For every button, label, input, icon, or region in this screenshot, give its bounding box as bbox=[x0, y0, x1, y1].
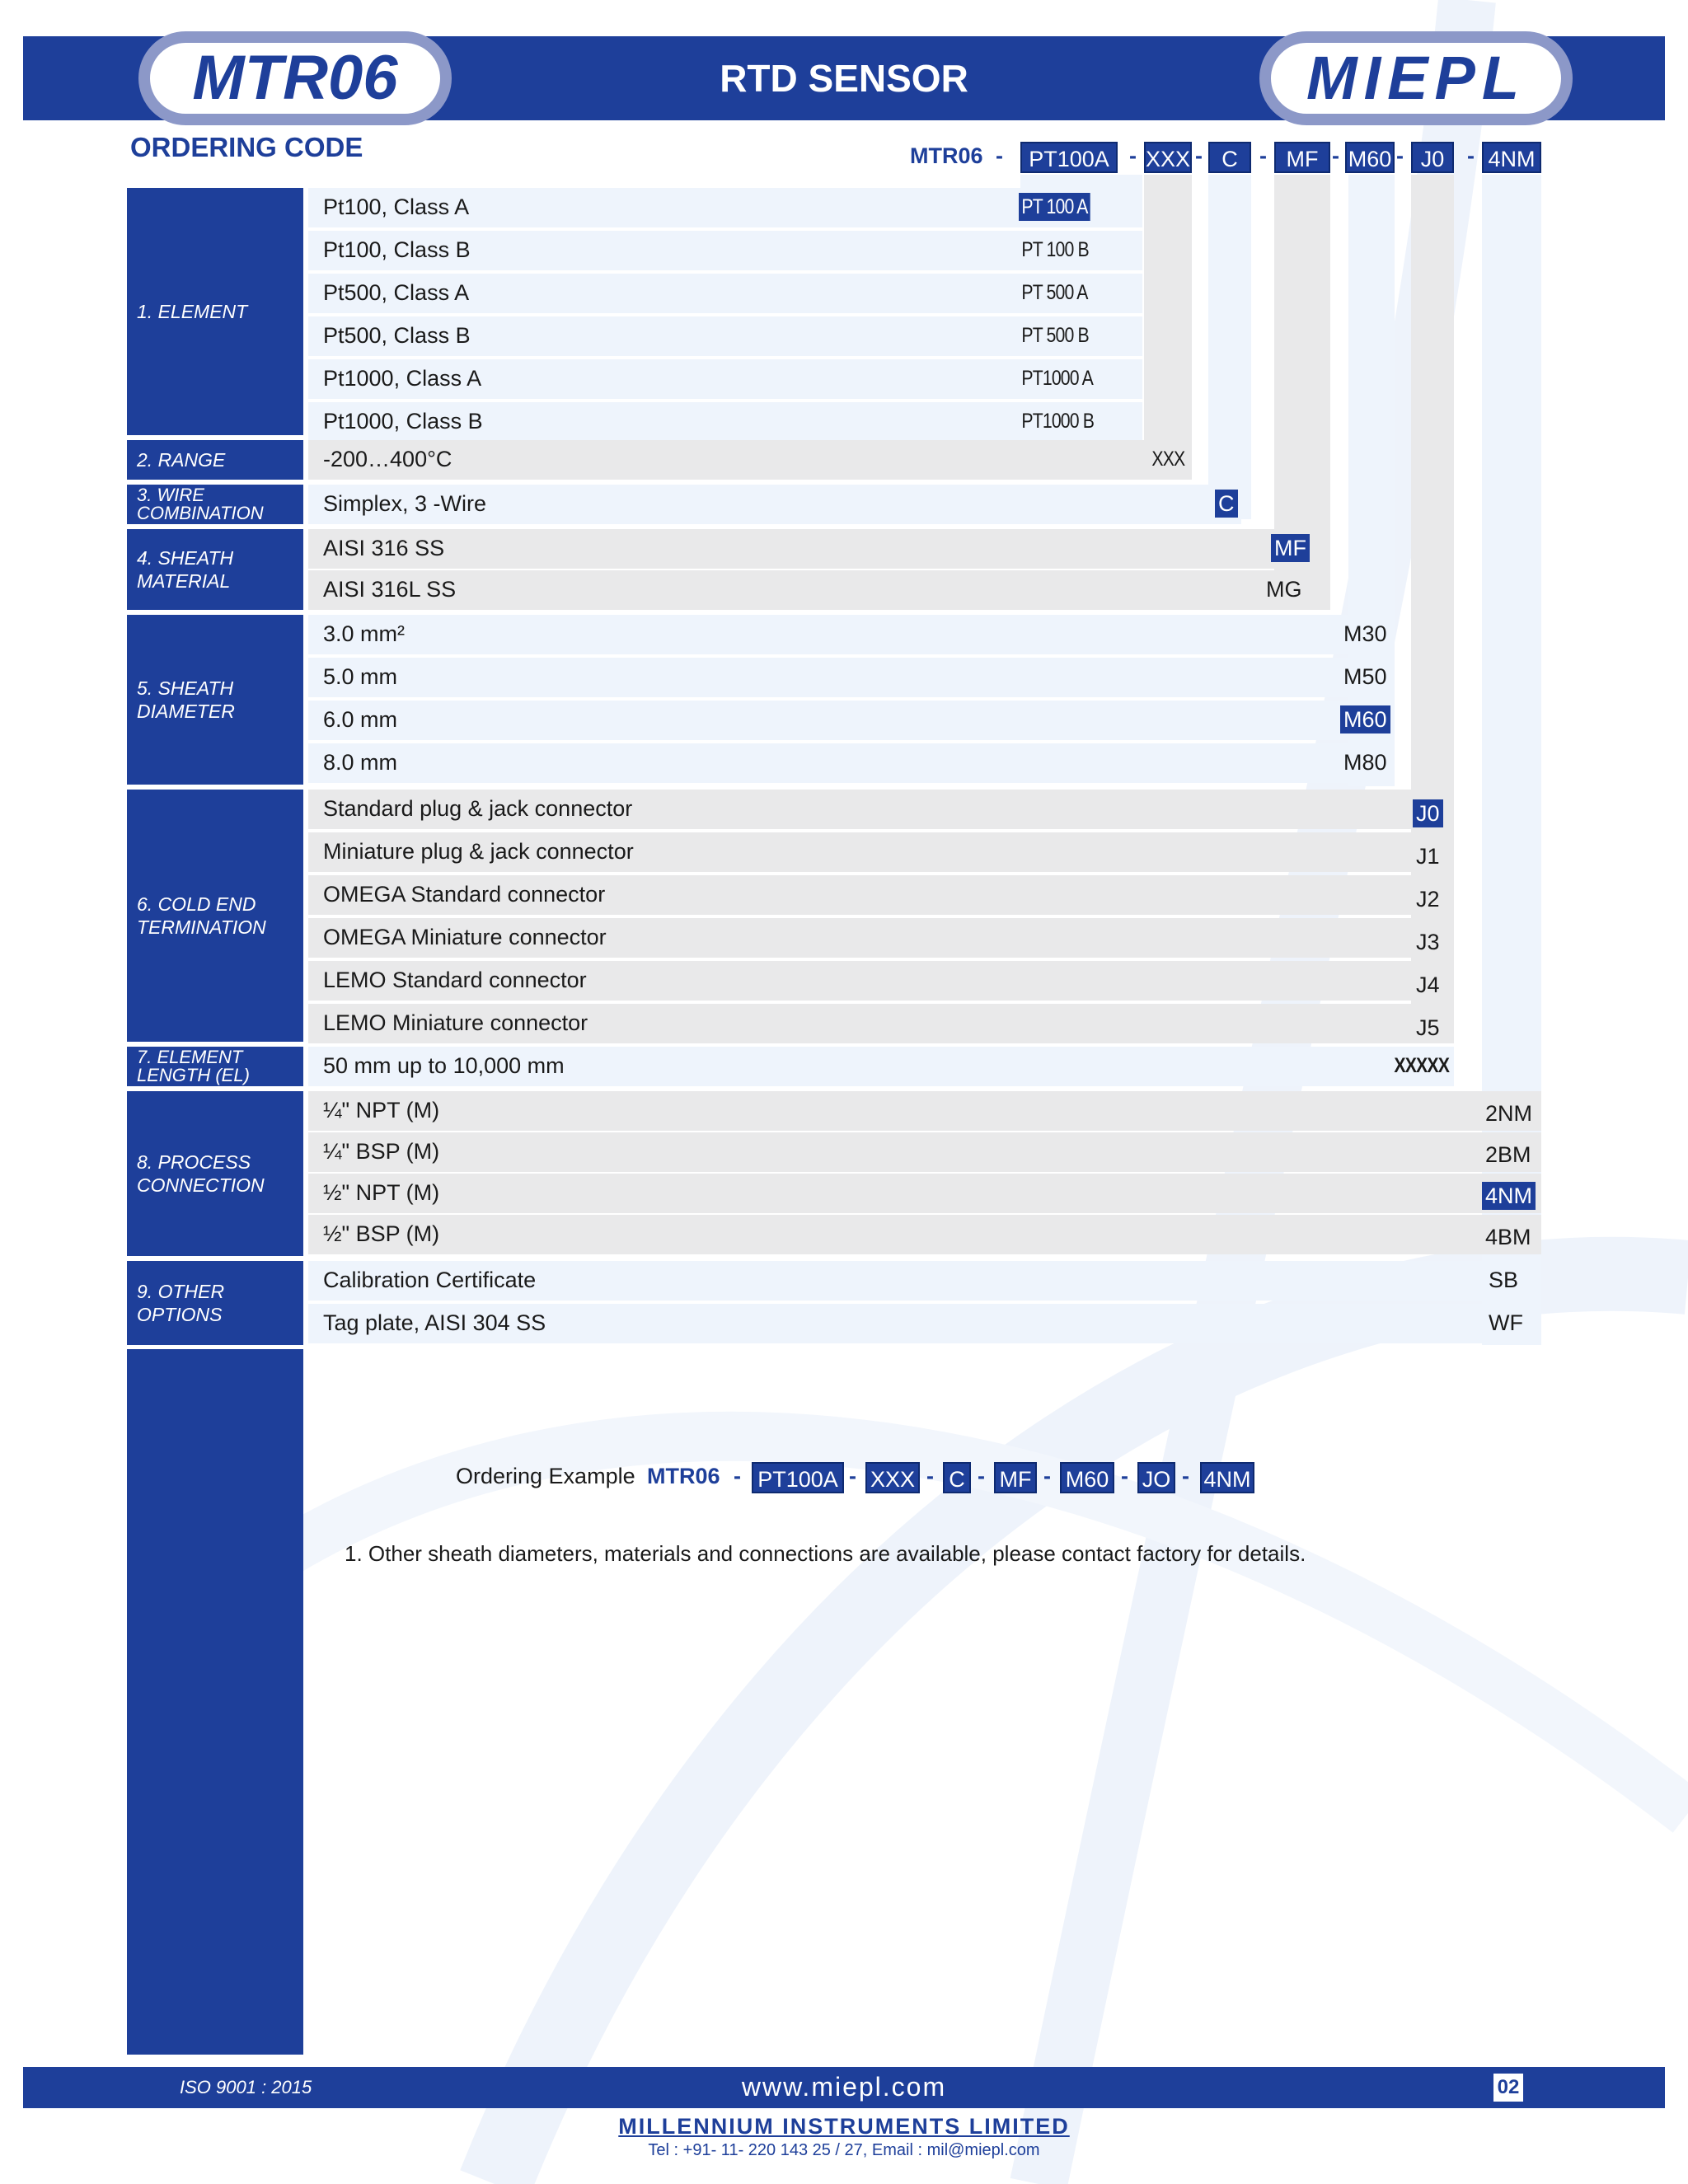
example-code: MF bbox=[994, 1462, 1037, 1493]
row-code: J2 bbox=[1416, 887, 1440, 912]
table-row bbox=[308, 1304, 1541, 1343]
row-code: PT1000 A bbox=[1021, 367, 1093, 390]
example-code: M60 bbox=[1060, 1462, 1114, 1493]
table-row bbox=[308, 316, 1142, 356]
row-code: 2NM bbox=[1485, 1101, 1533, 1126]
row-code: 4BM bbox=[1485, 1225, 1531, 1249]
row-code: M30 bbox=[1343, 621, 1387, 646]
code-box-wire: C bbox=[1208, 142, 1251, 173]
code-separator: - bbox=[849, 1464, 856, 1488]
table-row bbox=[308, 658, 1395, 697]
row-description: Simplex, 3 -Wire bbox=[323, 491, 487, 516]
row-description: ½" NPT (M) bbox=[323, 1180, 440, 1205]
table-row bbox=[308, 615, 1395, 654]
table-row bbox=[308, 402, 1142, 442]
table-row bbox=[308, 918, 1454, 958]
row-code: J1 bbox=[1416, 844, 1440, 869]
section-label-element: 1. ELEMENT bbox=[127, 188, 303, 435]
row-description: Pt500, Class B bbox=[323, 323, 471, 348]
section-label-wire: 3. WIRE COMBINATION bbox=[127, 485, 303, 524]
table-row bbox=[308, 961, 1454, 1001]
product-logo: MTR06 bbox=[138, 31, 452, 125]
code-separator: - bbox=[996, 143, 1003, 168]
section-label-diameter: 5. SHEATH DIAMETER bbox=[127, 615, 303, 785]
page-number: 02 bbox=[1493, 2074, 1523, 2102]
row-description: Pt1000, Class A bbox=[323, 366, 482, 391]
table-row bbox=[308, 1261, 1541, 1301]
row-description: Pt1000, Class B bbox=[323, 409, 483, 434]
table-row bbox=[308, 701, 1395, 740]
table-row bbox=[308, 1174, 1541, 1213]
row-description: ½" BSP (M) bbox=[323, 1221, 440, 1246]
table-row bbox=[308, 1004, 1454, 1043]
code-header-row bbox=[0, 142, 1688, 175]
section-label-material: 4. SHEATH MATERIAL bbox=[127, 529, 303, 610]
row-code-selected: MF bbox=[1271, 534, 1310, 562]
row-code: WF bbox=[1489, 1310, 1523, 1335]
row-description: AISI 316 SS bbox=[323, 536, 445, 560]
table-row bbox=[308, 440, 1192, 480]
row-code: M80 bbox=[1343, 750, 1387, 775]
row-code-selected: M60 bbox=[1340, 705, 1390, 733]
row-code-selected: C bbox=[1215, 490, 1238, 518]
table-row bbox=[308, 570, 1329, 610]
brand-logo: MIEPL bbox=[1259, 31, 1573, 125]
row-description: 50 mm up to 10,000 mm bbox=[323, 1053, 565, 1078]
table-row bbox=[308, 1047, 1454, 1086]
code-box-material: MF bbox=[1274, 142, 1330, 173]
table-row bbox=[308, 1091, 1541, 1131]
code-separator: - bbox=[734, 1464, 741, 1488]
code-separator: - bbox=[978, 1464, 985, 1488]
ordering-example bbox=[0, 1462, 1688, 1495]
row-code: J5 bbox=[1416, 1015, 1440, 1040]
row-description: Pt500, Class A bbox=[323, 280, 470, 305]
code-box-element: PT100A bbox=[1020, 142, 1118, 173]
code-separator: - bbox=[1043, 1464, 1051, 1488]
row-description: ¼" NPT (M) bbox=[323, 1098, 440, 1122]
section-label-termination: 6. COLD END TERMINATION bbox=[127, 790, 303, 1042]
code-separator: - bbox=[1182, 1464, 1189, 1488]
example-code: 4NM bbox=[1200, 1462, 1254, 1493]
row-description: Pt100, Class B bbox=[323, 237, 471, 262]
row-description: 3.0 mm² bbox=[323, 621, 406, 646]
table-row bbox=[308, 529, 1329, 569]
code-separator: - bbox=[1332, 143, 1339, 168]
example-code: XXX bbox=[865, 1462, 920, 1493]
row-code: PT 500 A bbox=[1021, 281, 1088, 304]
code-separator: - bbox=[1467, 143, 1475, 168]
table-row bbox=[308, 790, 1454, 829]
row-code: 2BM bbox=[1485, 1142, 1531, 1167]
row-description: LEMO Miniature connector bbox=[323, 1010, 588, 1035]
footer-bar bbox=[23, 2067, 1665, 2108]
table-row bbox=[308, 1215, 1541, 1254]
code-separator: - bbox=[1129, 143, 1137, 168]
code-box-diameter: M60 bbox=[1345, 142, 1395, 173]
row-description: -200…400°C bbox=[323, 447, 452, 471]
row-code: MG bbox=[1266, 577, 1302, 602]
row-code: PT 100 B bbox=[1021, 238, 1089, 261]
row-description: 8.0 mm bbox=[323, 750, 398, 775]
example-label: Ordering Example bbox=[456, 1464, 635, 1488]
row-description: Tag plate, AISI 304 SS bbox=[323, 1310, 546, 1335]
iso-certification: ISO 9001 : 2015 bbox=[180, 2077, 312, 2097]
row-description: OMEGA Miniature connector bbox=[323, 925, 607, 949]
table-row bbox=[308, 875, 1454, 915]
header-bar bbox=[23, 36, 1665, 120]
row-description: 6.0 mm bbox=[323, 707, 398, 732]
row-code: J3 bbox=[1416, 930, 1440, 954]
row-code-selected: 4NM bbox=[1482, 1182, 1536, 1210]
code-separator: - bbox=[926, 1464, 934, 1488]
row-code: PT1000 B bbox=[1021, 410, 1095, 433]
row-code-selected: PT 100 A bbox=[1019, 193, 1090, 221]
example-code: C bbox=[943, 1462, 971, 1493]
row-description: AISI 316L SS bbox=[323, 577, 457, 602]
row-code: PT 500 B bbox=[1021, 324, 1089, 347]
table-row bbox=[308, 231, 1142, 270]
row-description: Miniature plug & jack connector bbox=[323, 839, 634, 864]
row-description: ¼" BSP (M) bbox=[323, 1139, 440, 1164]
example-code: PT100A bbox=[752, 1462, 844, 1493]
code-prefix: MTR06 bbox=[910, 143, 983, 168]
code-separator: - bbox=[1121, 1464, 1128, 1488]
code-separator: - bbox=[1259, 143, 1267, 168]
example-prefix: MTR06 bbox=[647, 1464, 720, 1488]
row-description: 5.0 mm bbox=[323, 664, 398, 689]
row-code: M50 bbox=[1343, 664, 1387, 689]
section-label-length: 7. ELEMENT LENGTH (EL) bbox=[127, 1047, 303, 1086]
connector-column-wire bbox=[1208, 175, 1251, 519]
row-description: Standard plug & jack connector bbox=[323, 796, 633, 821]
row-description: OMEGA Standard connector bbox=[323, 882, 606, 907]
row-description: Pt100, Class A bbox=[323, 194, 470, 219]
row-code: J4 bbox=[1416, 972, 1440, 997]
page-title: RTD SENSOR bbox=[720, 57, 968, 100]
contact-info: Tel : +91- 11- 220 143 25 / 27, Email : mil@miepl.com bbox=[648, 2141, 1040, 2159]
code-box-connection: 4NM bbox=[1482, 142, 1541, 173]
table-row bbox=[308, 188, 1142, 227]
table-row bbox=[308, 274, 1142, 313]
row-code: SB bbox=[1489, 1268, 1519, 1292]
code-separator: - bbox=[1396, 143, 1404, 168]
table-row bbox=[308, 485, 1241, 524]
code-box-range: XXX bbox=[1144, 142, 1192, 173]
example-code: JO bbox=[1137, 1462, 1175, 1493]
table-row bbox=[308, 832, 1454, 872]
footnote: 1. Other sheath diameters, materials and connections are available, please contact factory for details. bbox=[345, 1541, 1306, 1566]
section-label-options: 9. OTHER OPTIONS bbox=[127, 1261, 303, 1345]
table-row bbox=[308, 359, 1142, 399]
section-label-connection: 8. PROCESS CONNECTION bbox=[127, 1091, 303, 1256]
code-separator: - bbox=[1195, 143, 1203, 168]
row-code: XXXXX bbox=[1394, 1054, 1450, 1077]
connector-column-range bbox=[1144, 175, 1192, 478]
code-box-termination: J0 bbox=[1411, 142, 1454, 173]
row-description: Calibration Certificate bbox=[323, 1268, 537, 1292]
section-label-range: 2. RANGE bbox=[127, 440, 303, 480]
row-code: XXX bbox=[1151, 448, 1185, 471]
company-name: MILLENNIUM INSTRUMENTS LIMITED bbox=[618, 2114, 1070, 2139]
row-code-selected: J0 bbox=[1413, 799, 1443, 827]
ordering-code-title: ORDERING CODE bbox=[130, 132, 363, 162]
label-column-filler bbox=[127, 1349, 303, 2055]
website-link[interactable]: www.miepl.com bbox=[741, 2072, 947, 2102]
table-row bbox=[308, 743, 1395, 783]
row-description: LEMO Standard connector bbox=[323, 968, 587, 992]
table-row bbox=[308, 1132, 1541, 1172]
